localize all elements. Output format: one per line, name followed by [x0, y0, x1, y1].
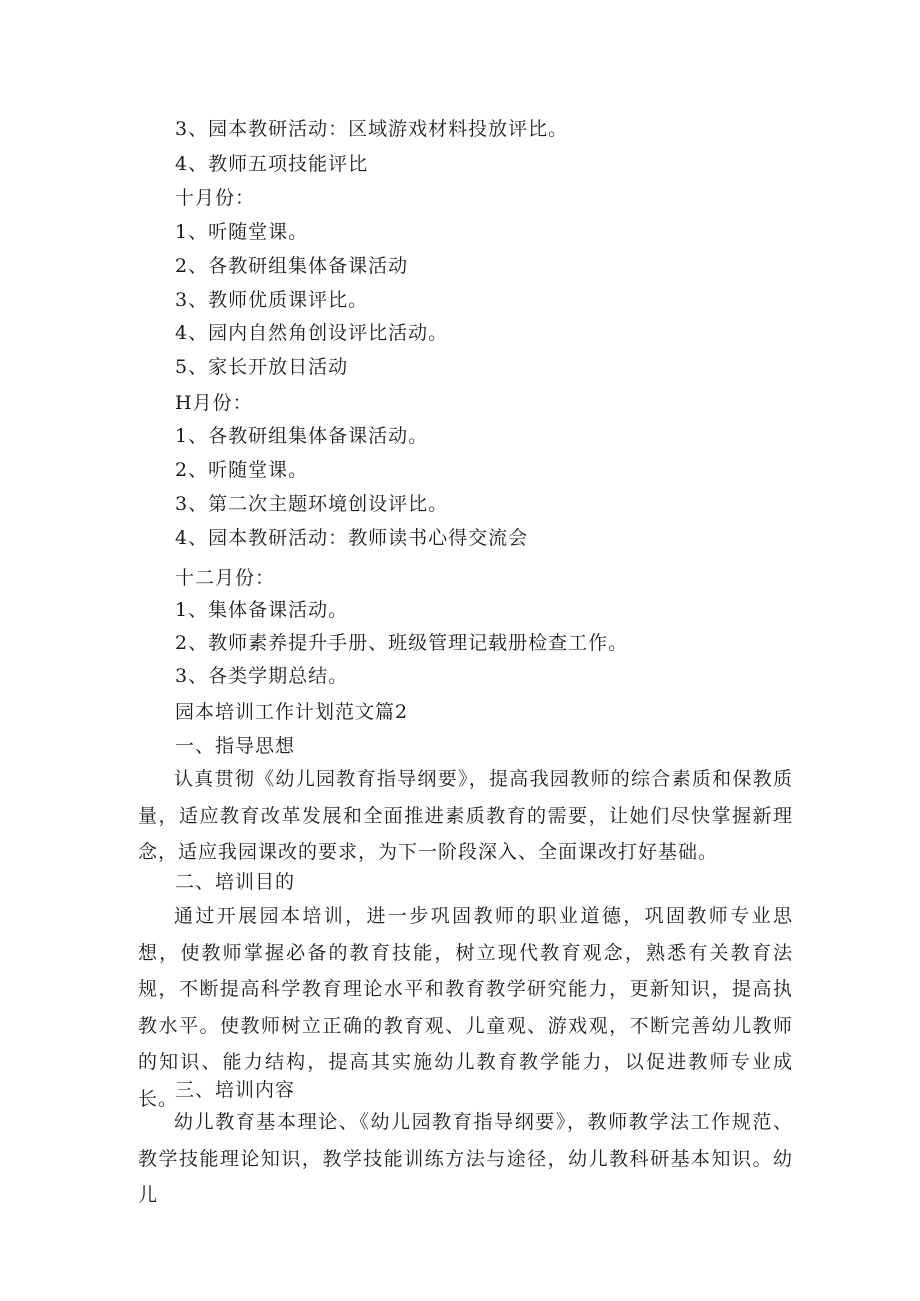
list-item: 3、教师优质课评比。	[175, 289, 369, 311]
list-item: 2、听随堂课。	[175, 459, 309, 481]
list-item: 3、园本教研活动：区域游戏材料投放评比。	[175, 118, 569, 140]
list-item: 1、听随堂课。	[175, 221, 309, 243]
section-paragraph: 认真贯彻《幼儿园教育指导纲要》，提高我园教师的综合素质和保教质量，适应教育改革发展和全面推进素质教育的需要，让她们尽快掌握新理念，适应我园课改的要求，为下一阶段深入、全面课改打好基础。	[138, 768, 793, 863]
list-item: 4、园内自然角创设评比活动。	[175, 322, 449, 344]
section-heading: 二、培训目的	[175, 871, 296, 893]
article-title: 园本培训工作计划范文篇2	[175, 701, 409, 723]
list-item: 1、各教研组集体备课活动。	[175, 425, 429, 447]
section-heading: 一、指导思想	[175, 735, 296, 757]
section-paragraph: 幼儿教育基本理论、《幼儿园教育指导纲要》，教师教学法工作规范、教学技能理论知识，教学技能训练方法与途径，幼儿教科研基本知识。幼儿	[138, 1111, 793, 1206]
list-item: 4、教师五项技能评比	[175, 153, 369, 175]
list-item: 3、各类学期总结。	[175, 665, 349, 687]
month-heading: 十二月份：	[175, 567, 276, 589]
month-heading: 十月份：	[175, 187, 256, 209]
list-item: 3、第二次主题环境创设评比。	[175, 493, 449, 515]
section-paragraph: 通过开展园本培训，进一步巩固教师的职业道德，巩固教师专业思想，使教师掌握必备的教育技能，树立现代教育观念，熟悉有关教育法规，不断提高科学教育理论水平和教育教学研究能力，更新知识，提高执教水平。使教师树立正确的教育观、儿童观、游戏观，不断完善幼儿教师的知识、能力结构，提高其实施幼儿教育教学能力，以促进教师专业成长。	[138, 905, 793, 1110]
list-item: 5、家长开放日活动	[175, 356, 349, 378]
list-item: 2、教师素养提升手册、班级管理记载册检查工作。	[175, 632, 629, 654]
list-item: 1、集体备课活动。	[175, 599, 349, 621]
list-item: 2、各教研组集体备课活动	[175, 255, 409, 277]
month-heading: H月份：	[175, 392, 253, 414]
section-heading: 三、培训内容	[175, 1079, 296, 1101]
list-item: 4、园本教研活动：教师读书心得交流会	[175, 527, 529, 549]
